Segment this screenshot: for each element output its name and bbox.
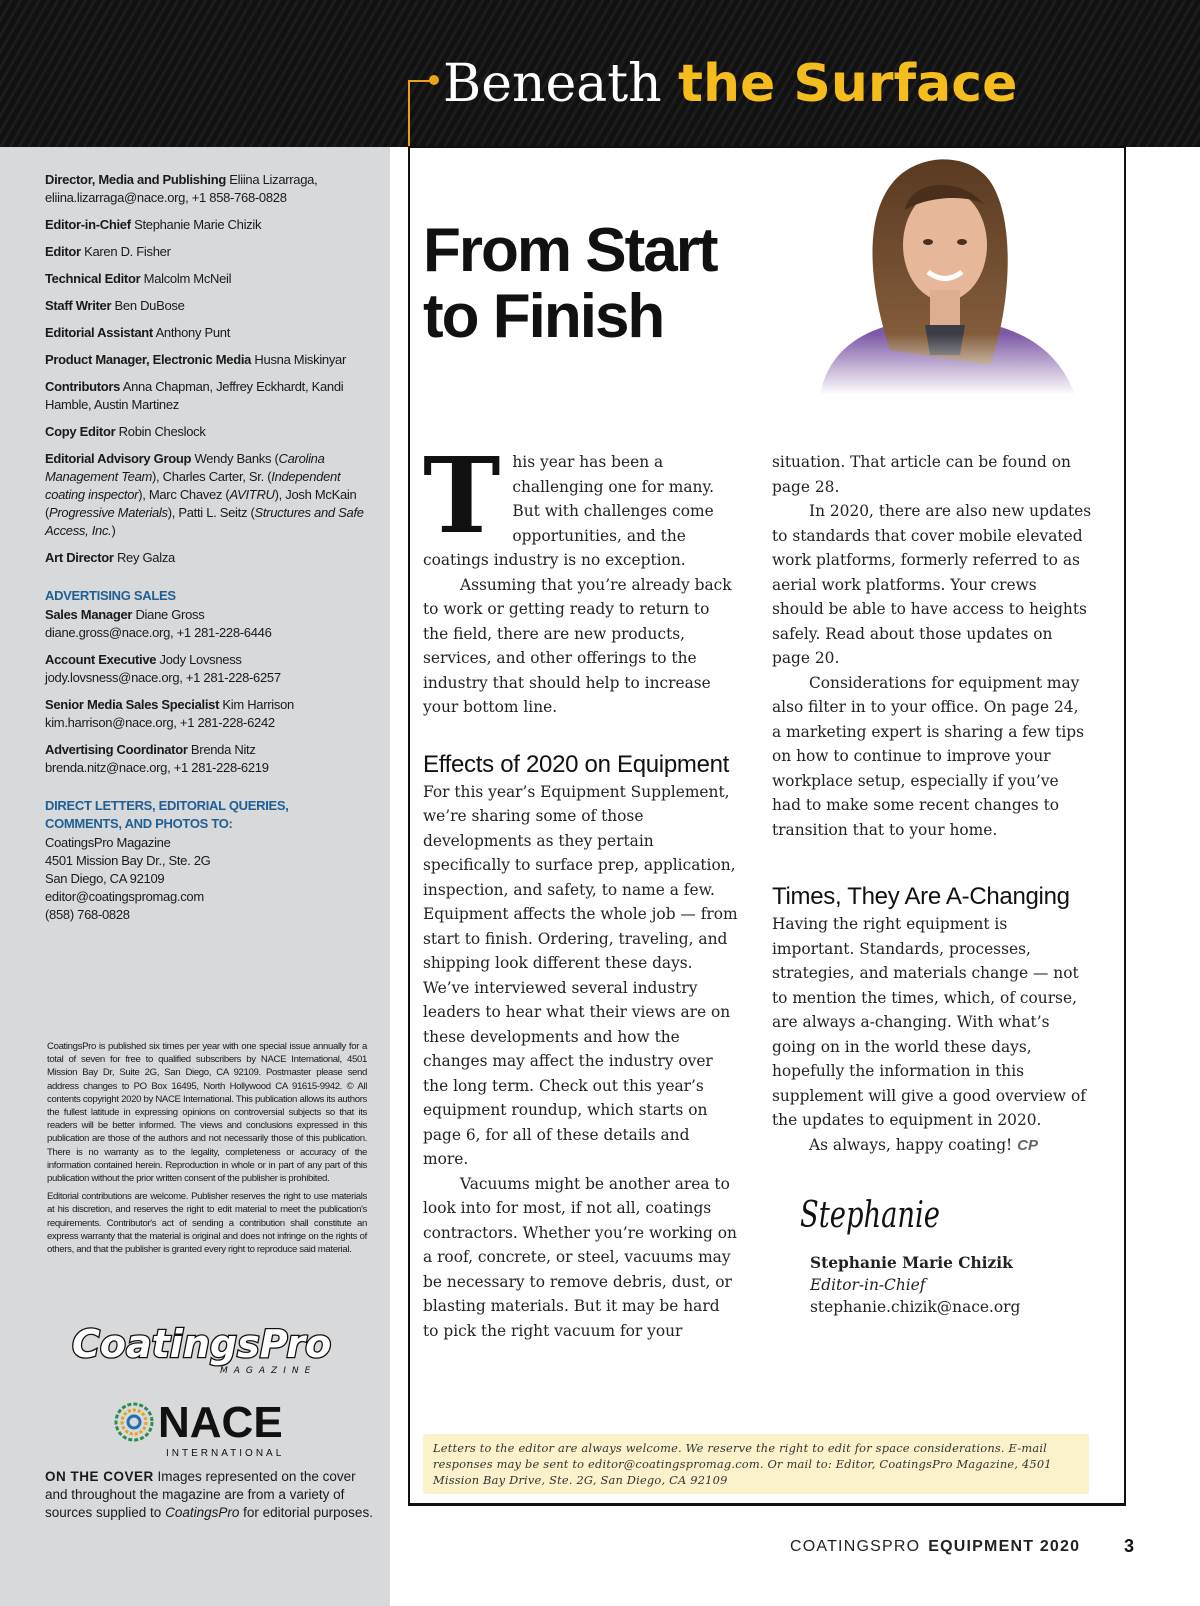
article-paragraph: Having the right equipment is important. Standards, processes, strategies, and materials change — not to mention the times, which, of course, are always a-changing. With what’s going on in the world these days, hopefully the information in this supplement will give a good overview of the updates to equipment in 2020. xyxy=(772,915,1086,1129)
article-column-right xyxy=(772,450,1092,1158)
accent-line-vertical xyxy=(408,80,410,147)
drop-cap: T xyxy=(423,434,501,557)
subheading-effects: Effects of 2020 on Equipment xyxy=(423,750,730,778)
nace-globe-icon xyxy=(116,1404,152,1440)
frame-left xyxy=(408,146,410,1506)
svg-text:CoatingsPro: CoatingsPro xyxy=(72,1322,332,1366)
article-paragraph: Considerations for equipment may also filter in to your office. On page 24, a marketing expert is sharing a few tips on how to continue to improve your workplace setup, especially if you’ve had to make some recent changes to transition that to your home. xyxy=(772,673,1085,839)
coatingspro-logo xyxy=(70,1317,348,1381)
masthead-account-executive: Account Executive Jody Lovsness jody.lovsness@nace.org, +1 281-228-6257 xyxy=(45,652,281,685)
legal-notice: CoatingsPro is published six times per year with one special issue annually for a total of seven for free to qualified subscribers by NACE International, 4501 Mission Bay Dr, Suite 2G, San Diego, CA 92109. Postmaster please send address changes to PO Box 16495, North Hollywood CA 91615-9942. © All contents copyright 2020 by NACE International. This publication allows its authors the fullest latitude in expressing opinions on controversial subjects so that its readers will be better informed. The views and conclusions expressed in this publication are those of the authors and not necessarily those of this publication. There is no warranty as to the legality, completeness or accuracy of the information contained herein. Reproduction in whole or in part of any part of this publication without the prior written consent of the publisher is prohibited. Editorial contributions are welcome. Publisher reserves the right to use materials at his discretion, and reserves the right to edit material to meet the publication's requirements. Contributor's act of sending a contribution shall constitute an express warranty that the material is original and does not infringe on the rights of others, and that the publisher is granted every right to reproduce said material. xyxy=(47,1041,367,1256)
article-paragraph: For this year’s Equipment Supplement, we’re sharing some of those developments as they pertain specifically to surface prep, application, inspection, and safety, to name a few. Equipment affects the whole job — from start to finish. Ordering, traveling, and shipping look different these days. We’ve interviewed several industry leaders to hear what their views are on these developments and how the changes may affect the industry over the long term. Check out this year’s equipment roundup, which starts on page 6, for all of these details and more. xyxy=(423,782,738,1168)
cp-end-mark: CP xyxy=(1017,1136,1038,1154)
svg-text:NACE: NACE xyxy=(158,1398,283,1447)
article-paragraph: Assuming that you’re already back to work or getting ready to return to the field, there are new products, services, and other offerings to the industry that should help to increase your bottom line. xyxy=(423,575,732,716)
masthead-editorial-assistant: Editorial Assistant Anthony Punt xyxy=(45,325,231,340)
masthead-staff-writer: Staff Writer Ben DuBose xyxy=(45,298,185,313)
masthead-director: Director, Media and Publishing Eliina Lizarraga, eliina.lizarraga@nace.org, +1 858-768-0828 xyxy=(45,172,318,205)
frame-top xyxy=(408,146,1126,148)
masthead-sales-manager: Sales Manager Diane Gross diane.gross@nace.org, +1 281-228-6446 xyxy=(45,607,272,640)
signer-email: stephanie.chizik@nace.org xyxy=(810,1298,1021,1316)
subheading-times: Times, They Are A-Changing xyxy=(772,883,1070,910)
signer-name: Stephanie Marie Chizik xyxy=(810,1254,1013,1272)
masthead-editor: Editor Karen D. Fisher xyxy=(45,244,171,259)
masthead-product-manager: Product Manager, Electronic Media Husna Miskinyar xyxy=(45,352,347,367)
letters-note: Letters to the editor are always welcome. We reserve the right to edit for space considerations. E-mail responses may be sent to editor@coatingspromag.com. Or mail to: Editor, CoatingsPro Magazine, 4501 Mission Bay Drive, Ste. 2G, San Diego, CA 92109 xyxy=(423,1434,1089,1494)
signer-title: Editor-in-Chief xyxy=(810,1276,926,1294)
masthead-technical-editor: Technical Editor Malcolm McNeil xyxy=(45,271,232,286)
cover-note: ON THE COVER Images represented on the cover and throughout the magazine are from a variety of sources supplied to CoatingsPro for editorial purposes. xyxy=(45,1469,373,1520)
masthead-copy-editor: Copy Editor Robin Cheslock xyxy=(45,424,206,439)
accent-dot xyxy=(429,75,439,85)
masthead-editor-in-chief: Editor-in-Chief Stephanie Marie Chizik xyxy=(45,217,262,232)
frame-bottom xyxy=(408,1503,1126,1506)
masthead-senior-sales: Senior Media Sales Specialist Kim Harrison kim.harrison@nace.org, +1 281-228-6242 xyxy=(45,697,294,730)
masthead xyxy=(45,171,365,924)
editor-signature xyxy=(798,1185,958,1245)
article-paragraph: In 2020, there are also new updates to standards that cover mobile elevated work platforms, formerly referred to as aerial work platforms. Your crews should be able to have access to heights safely. Read about those updates on page 20. xyxy=(772,502,1092,667)
nace-logo xyxy=(108,1392,303,1466)
masthead-contributors: Contributors Anna Chapman, Jeffrey Eckhardt, Kandi Hamble, Austin Martinez xyxy=(45,379,344,412)
editor-portrait xyxy=(790,150,1100,395)
signer-block xyxy=(810,1252,1020,1318)
mailing-address: CoatingsPro Magazine 4501 Mission Bay Dr., Ste. 2G San Diego, CA 92109 editor@coatingspromag.com (858) 768-0828 xyxy=(45,835,211,922)
direct-letters-heading: DIRECT LETTERS, EDITORIAL QUERIES, COMMENTS, AND PHOTOS TO: xyxy=(45,798,289,831)
masthead-advisory-group: Editorial Advisory Group Wendy Banks (Carolina Management Team), Charles Carter, Sr. (Independent coating inspector), Marc Chavez (AVITRU), Josh McKain (Progressive Materials), Patti L. Seitz (Structures and Safe Access, Inc.) xyxy=(45,451,364,538)
masthead-ad-coordinator: Advertising Coordinator Brenda Nitz brenda.nitz@nace.org, +1 281-228-6219 xyxy=(45,742,269,775)
masthead-art-director: Art Director Rey Galza xyxy=(45,550,175,565)
masthead-sidebar xyxy=(0,147,390,1606)
article-paragraph: Vacuums might be another area to look into for most, if not all, coatings contractors. Whether you’re working on a roof, concrete, or steel, vacuums may be necessary to remove debris, dust, or blasting materials. But it may be hard to pick the right vacuum for your xyxy=(423,1174,737,1340)
section-title: Beneath the Surface xyxy=(443,54,1018,114)
article-headline: From Start to Finish xyxy=(423,216,717,351)
closing-line: As always, happy coating! CP xyxy=(809,1135,1038,1154)
page-footer: COATINGSPRO EQUIPMENT 2020 xyxy=(790,1538,1081,1555)
article-paragraph: situation. That article can be found on page 28. xyxy=(772,453,1071,496)
svg-text:MAGAZINE: MAGAZINE xyxy=(220,1366,317,1376)
header-band xyxy=(0,0,1200,147)
frame-right xyxy=(1124,146,1126,1506)
intro-paragraph: his year has been a challenging one for many. But with challenges come opportunities, and the coatings industry is no exception. xyxy=(423,453,715,569)
advertising-sales-heading: ADVERTISING SALES xyxy=(45,588,176,603)
svg-text:INTERNATIONAL: INTERNATIONAL xyxy=(166,1448,285,1459)
svg-text:Stephanie: Stephanie xyxy=(800,1195,940,1236)
article-column-left xyxy=(423,434,738,1343)
page-number: 3 xyxy=(1124,1536,1135,1556)
